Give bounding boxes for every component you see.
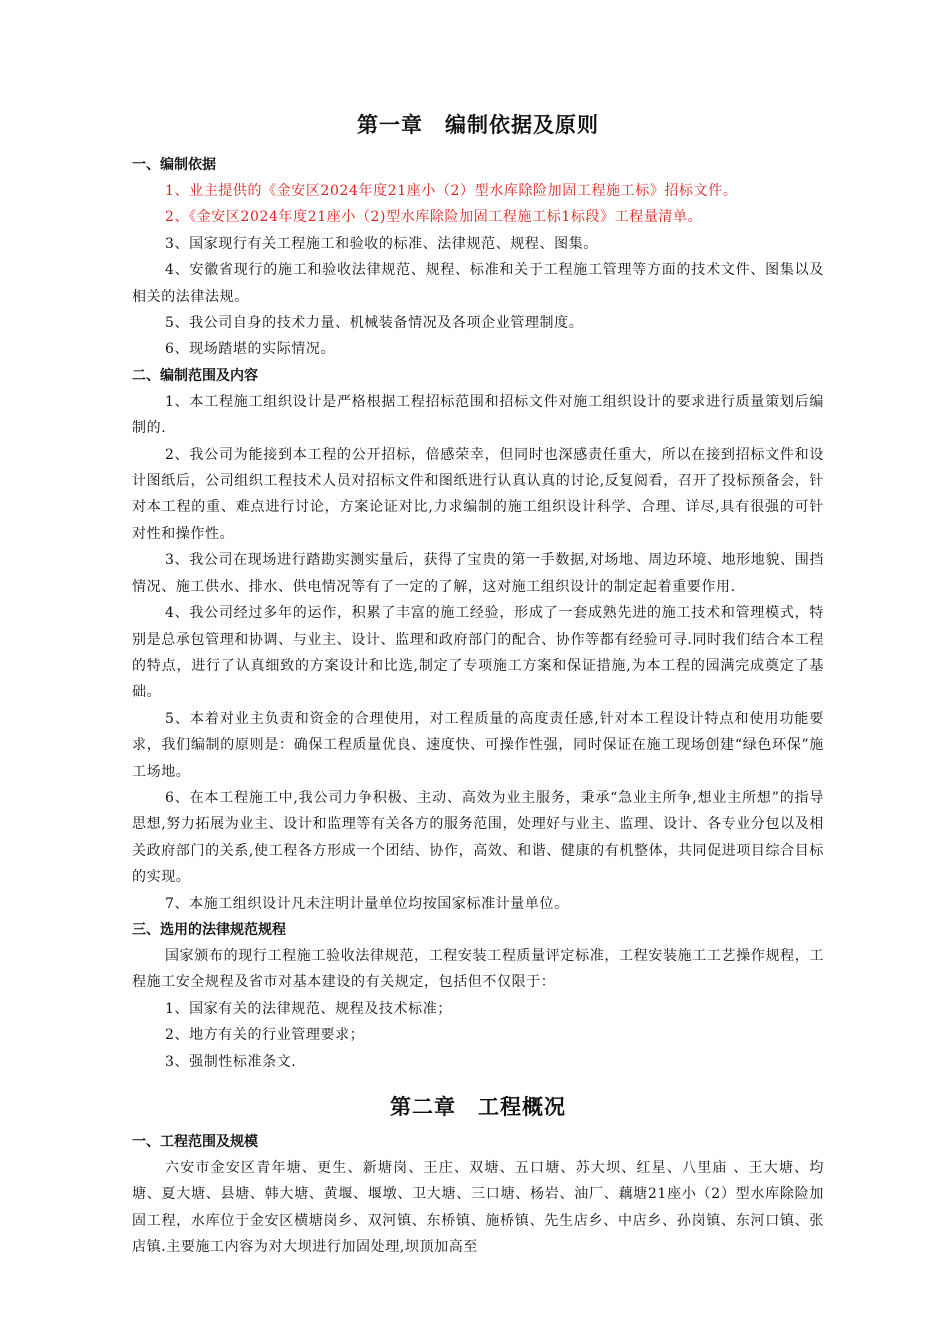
paragraph: 1、业主提供的《金安区2024年度21座小（2）型水库除险加固工程施工标》招标文件。: [165, 183, 738, 199]
paragraph: 4、安徽省现行的施工和验收法律规范、规程、标准和关于工程施工管理等方面的技术文件、图集以及相关的法律法规。: [132, 262, 824, 305]
paragraph: 2、《金安区2024年度21座小（2)型水库除险加固工程施工标1标段》工程量清单。: [165, 209, 703, 226]
paragraph: 六安市金安区青年塘、更生、新塘岗、王庄、双塘、五口塘、苏大坝、红星、八里庙 、王大塘、均塘、夏大塘、县塘、韩大塘、黄堰、堰墩、卫大塘、三口塘、杨岩、油厂、藕塘21座小（2）型水库除险加固工程，水库位于金安区横塘岗乡、双河镇、东桥镇、施桥镇、先生店乡、中店乡、孙岗镇、东河口镇、张店镇.主要施工内容为对大坝进行加固处理,坝顶加高至: [132, 1160, 824, 1256]
document-page: [132, 0, 824, 1261]
chapter-2-title: 第二章 工程概况: [390, 1095, 566, 1119]
paragraph: 3、我公司在现场进行踏勘实测实量后，获得了宝贵的第一手数据,对场地、周边环境、地形地貌、围挡情况、施工供水、排水、供电情况等有了一定的了解，这对施工组织设计的制定起着重要作用.: [132, 552, 824, 595]
chapter-1-title: 第一章 编制依据及原则: [357, 113, 599, 137]
paragraph: 国家颁布的现行工程施工验收法律规范，工程安装工程质量评定标准，工程安装施工工艺操作规程，工程施工安全规程及省市对基本建设的有关规定，包括但不仅限于：: [132, 947, 824, 991]
paragraph: 2、我公司为能接到本工程的公开招标，倍感荣幸，但同时也深感责任重大，所以在接到招标文件和设计图纸后，公司组织工程技术人员对招标文件和图纸进行认真认真的讨论,反复阅看，召开了投标预备会，针对本工程的重、难点进行讨论，方案论证对比,力求编制的施工组织设计科学、合理、详尽,具有很强的可针对性和操作性。: [132, 446, 824, 542]
paragraph: 5、本着对业主负责和资金的合理使用，对工程质量的高度责任感,针对本工程设计特点和使用功能要求，我们编制的原则是：确保工程质量优良、速度快、可操作性强，同时保证在施工现场创建“绿色环保”施工场地。: [132, 710, 824, 780]
paragraph: 2、地方有关的行业管理要求；: [165, 1027, 365, 1044]
section-heading: 三、选用的法律规范规程: [132, 921, 286, 938]
paragraph: 5、我公司自身的技术力量、机械装备情况及各项企业管理制度。: [165, 315, 584, 332]
paragraph: 1、国家有关的法律规范、规程及技术标准；: [165, 1000, 452, 1017]
paragraph: 3、国家现行有关工程施工和验收的标准、法律规范、规程、图集。: [165, 235, 598, 252]
paragraph: 6、现场踏堪的实际情况。: [165, 341, 336, 358]
paragraph: 7、本施工组织设计凡未注明计量单位均按国家标准计量单位。: [165, 895, 569, 912]
paragraph: 1、本工程施工组织设计是严格根据工程招标范围和招标文件对施工组织设计的要求进行质量策划后编制的.: [132, 393, 824, 437]
paragraph: 6、在本工程施工中,我公司力争积极、主动、高效为业主服务，秉承“急业主所争,想业主所想”的指导思想,努力拓展为业主、设计和监理等有关各方的服务范围，处理好与业主、监理、设计、各专业分包以及相关政府部门的关系,使工程各方形成一个团结、协作，高效、和谐、健康的有机整体，共同促进项目综合目标的实现。: [132, 789, 824, 886]
section-heading: 二、编制范围及内容: [132, 367, 258, 384]
paragraph: 3、强制性标准条文.: [165, 1053, 297, 1070]
section-heading: 一、编制依据: [132, 157, 216, 173]
section-heading: 一、工程范围及规模: [132, 1134, 258, 1150]
paragraph: 4、我公司经过多年的运作，积累了丰富的施工经验，形成了一套成熟先进的施工技术和管理模式，特别是总承包管理和协调、与业主、设计、监理和政府部门的配合、协作等都有经验可寻.同时我们结合本工程的特点，进行了认真细致的方案设计和比选,制定了专项施工方案和保证措施,为本工程的园满完成奠定了基础。: [132, 605, 824, 701]
